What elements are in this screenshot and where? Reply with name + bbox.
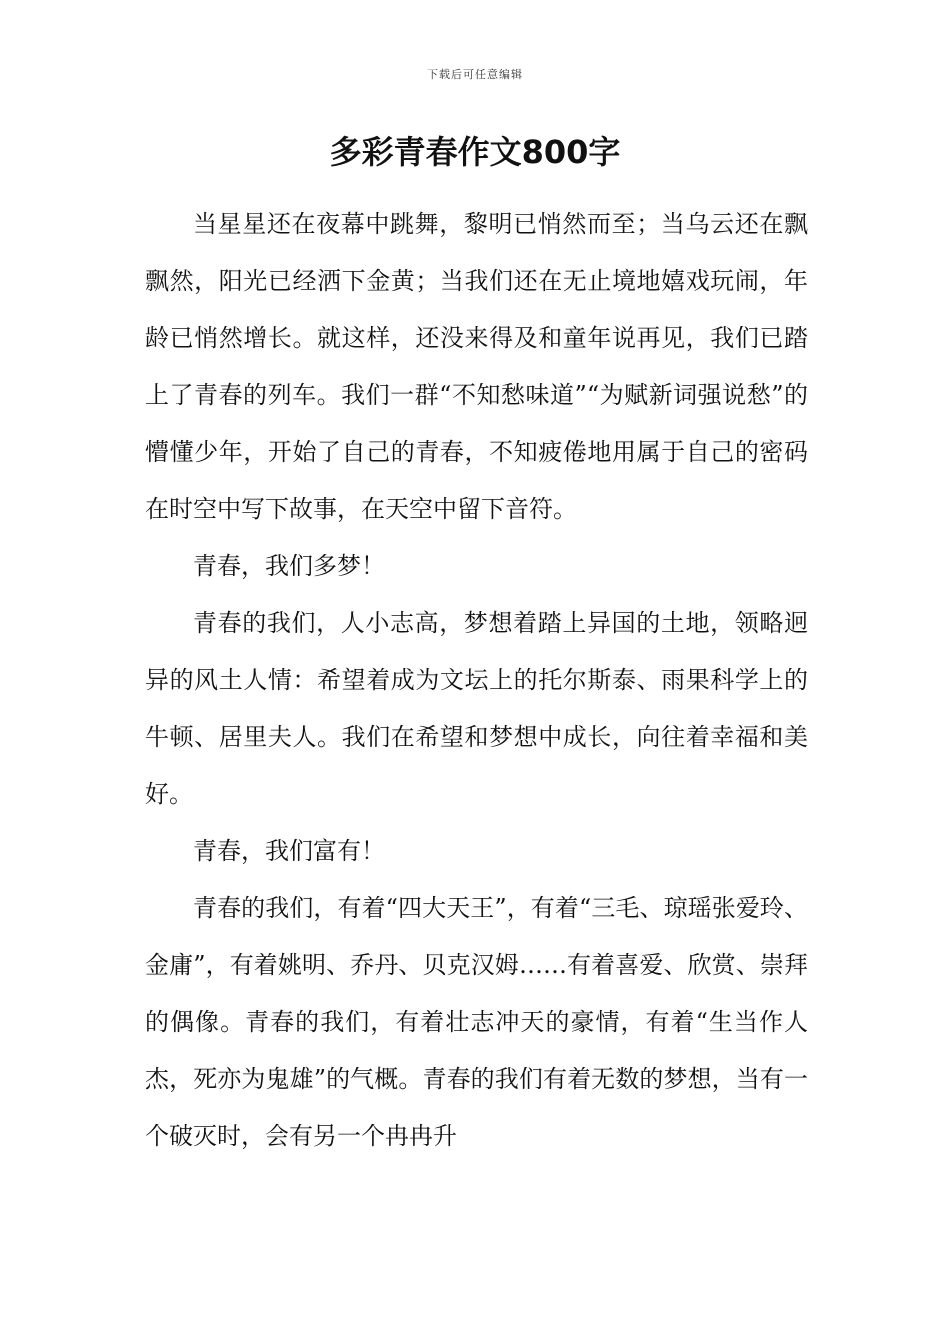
page-title: 多彩青春作文800字: [329, 133, 621, 171]
paragraph-intro: 当星星还在夜幕中跳舞，黎明已悄然而至；当乌云还在飘飘然，阳光已经洒下金黄；当我们还在无止境地嬉戏玩闹，年龄已悄然增长。就这样，还没来得及和童年说再见，我们已踏上了青春的列车。我们一群“不知愁味道”“为赋新词强说愁”的懵懂少年，开始了自己的青春，不知疲倦地用属于自己的密码在时空中写下故事，在天空中留下音符。: [145, 210, 808, 523]
paragraph-heading-rich: 青春，我们富有！: [193, 837, 385, 865]
paragraph-rich: 青春的我们，有着“四大天王”，有着“三毛、琼瑶张爱玲、金庸”，有着姚明、乔丹、贝克汉姆……有着喜爱、欣赏、崇拜的偶像。青春的我们，有着壮志冲天的豪情，有着“生当作人杰，死亦为鬼雄”的气概。青春的我们有着无数的梦想，当有一个破灭时，会有另一个冉冉升: [145, 894, 808, 1150]
paragraph-heading-dreams: 青春，我们多梦！: [193, 552, 385, 580]
paragraph-dreams: 青春的我们，人小志高，梦想着踏上异国的土地，领略迥异的风土人情：希望着成为文坛上的托尔斯泰、雨果科学上的牛顿、居里夫人。我们在希望和梦想中成长，向往着幸福和美好。: [145, 609, 808, 808]
article-body: [145, 196, 808, 1165]
header-note: 下载后可任意编辑: [427, 68, 523, 81]
